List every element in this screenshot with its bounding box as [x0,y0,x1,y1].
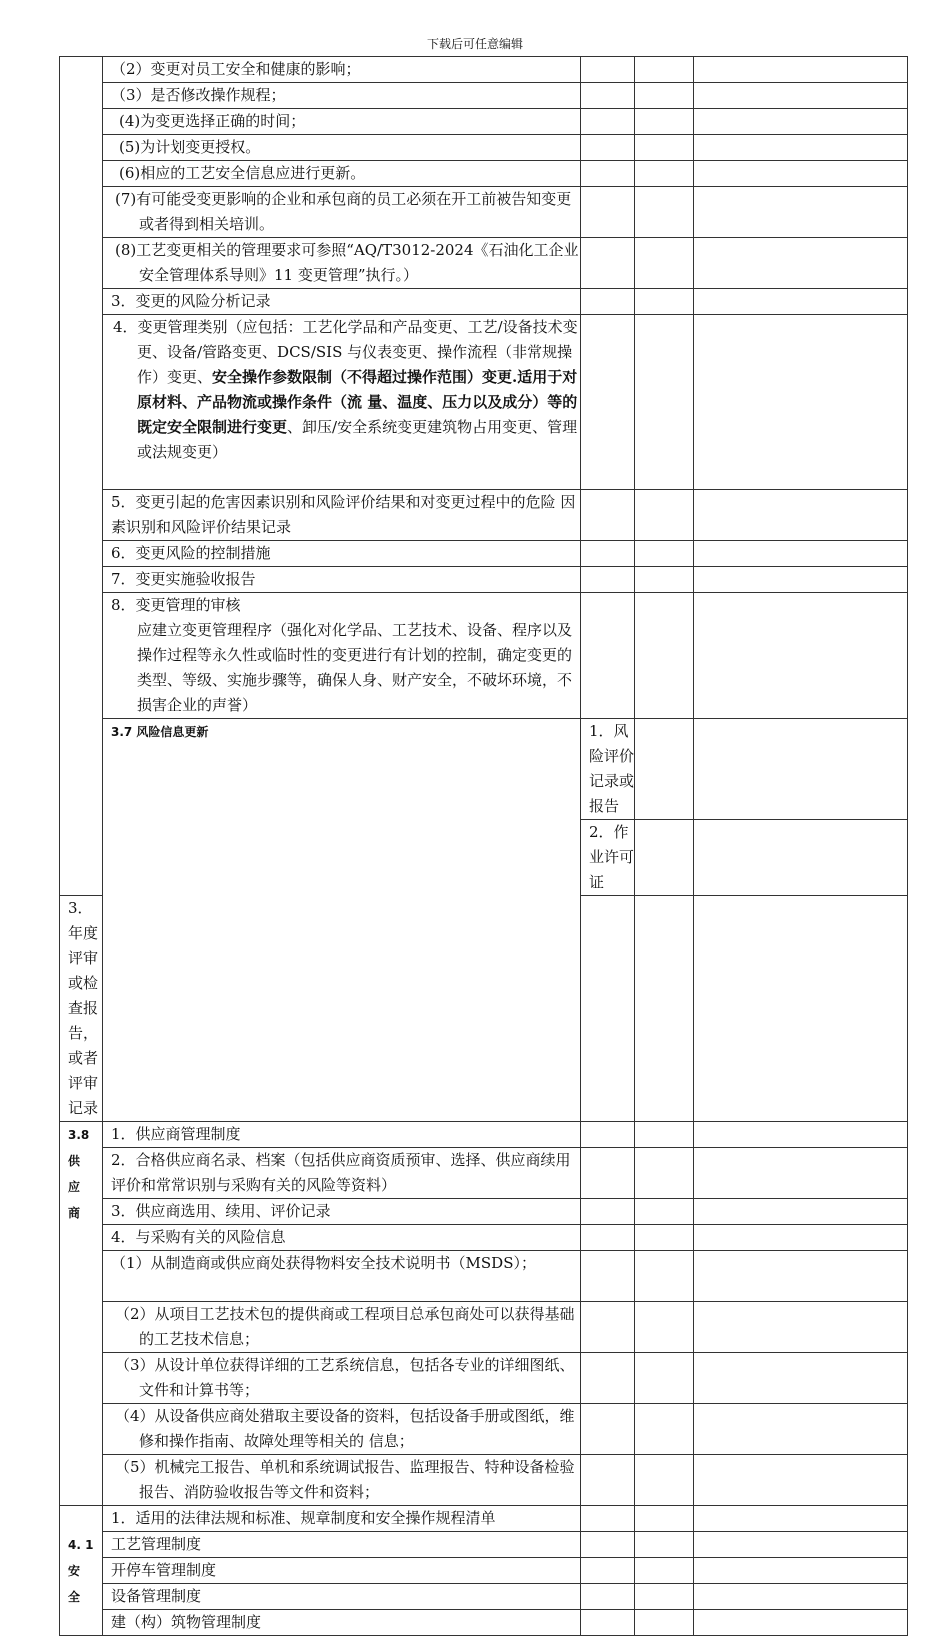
section-cell-empty [60,57,103,896]
table-row: （3）从设计单位获得详细的工艺系统信息，包括各专业的详细图纸、文件和计算书等； [103,1353,581,1404]
table-row: (8)工艺变更相关的管理要求可参照“AQ/T3012-2024《石油化工企业安全管理体系导则》11 变更管理”执行。） [103,238,581,289]
section-label-3-8: 3.8 供 应 商 [60,1122,103,1506]
table-row: 1．适用的法律法规和标准、规章制度和安全操作规程清单 [103,1506,581,1532]
audit-title: 8．变更管理的审核 [111,596,241,614]
table-row: （5）机械完工报告、单机和系统调试报告、监理报告、特种设备检验报告、消防验收报告等文件和资料； [103,1455,581,1506]
table-row: (5)为计划变更授权。 [103,135,581,161]
table-row-change-categories [103,315,581,490]
table-row: （1）从制造商或供应商处获得物料安全技术说明书（MSDS）； [103,1251,581,1302]
change-categories-tail: 、卸压/安全系统变更建筑物占用变更、管理或法规变更） [137,418,578,461]
table-row: 3．年度评审或检查报告，或者评审记录 [60,896,103,1122]
table-row: (7)有可能受变更影响的企业和承包商的员工必须在开工前被告知变更或者得到相关培训。 [103,187,581,238]
change-categories-text: 4．变更管理类别（应包括：工艺化学品和产品变更、工艺/设备技术变更、设备/管路变更、DCS/SIS 与仪表变更、操作流程（非常规操作）变更、 [113,318,578,386]
table-row: 设备管理制度 [103,1584,581,1610]
table-row: （3）是否修改操作规程； [103,83,581,109]
table-row: 7．变更实施验收报告 [103,567,581,593]
table-row: （2）从项目工艺技术包的提供商或工程项目总承包商处可以获得基础的工艺技术信息； [103,1302,581,1353]
table-row: 建（构）筑物管理制度 [103,1610,581,1636]
section-label-4-1: 4. 1 安 全 [60,1506,103,1636]
table-row: 4．与采购有关的风险信息 [103,1225,581,1251]
change-categories-bold: 安全操作参数限制（不得超过操作范围）变更.适用于对原材料、产品物流或操作条件（流 量、温度、压力以及成分）等的既定安全限制进行变更 [137,368,578,436]
table-row: 1．供应商管理制度 [103,1122,581,1148]
table-row: 开停车管理制度 [103,1558,581,1584]
table-row: 2．作业许可证 [581,820,635,896]
table-row: （2）变更对员工安全和健康的影响； [103,57,581,83]
table-row: 1．风险评价记录或报告 [581,719,635,820]
table-row: 工艺管理制度 [103,1532,581,1558]
page-header: 下载后可任意编辑 [426,37,523,51]
table-row: (6)相应的工艺安全信息应进行更新。 [103,161,581,187]
table-row: （4）从设备供应商处猎取主要设备的资料，包括设备手册或图纸，维修和操作指南、故障处理等相关的 信息； [103,1404,581,1455]
table-row: 5．变更引起的危害因素识别和风险评价结果和对变更过程中的危险 因素识别和风险评价结果记录 [103,490,581,541]
table-row: 2．合格供应商名录、档案（包括供应商资质预审、选择、供应商续用评价和常常识别与采购有关的风险等资料） [103,1148,581,1199]
checklist-table [59,56,908,1636]
audit-body: 应建立变更管理程序（强化对化学品、工艺技术、设备、程序以及操作过程等永久性或临时性的变更进行有计划的控制，确定变更的类型、等级、实施步骤等，确保人身、财产安全，不破坏环境，不损害企业的声誉） [137,621,573,714]
table-row: 3．供应商选用、续用、评价记录 [103,1199,581,1225]
table-row: 3．变更的风险分析记录 [103,289,581,315]
table-row: 6．变更风险的控制措施 [103,541,581,567]
table-row: (4)为变更选择正确的时间； [103,109,581,135]
table-row-audit [103,593,581,719]
section-label-3-7: 3.7 风险信息更新 [103,719,581,1122]
